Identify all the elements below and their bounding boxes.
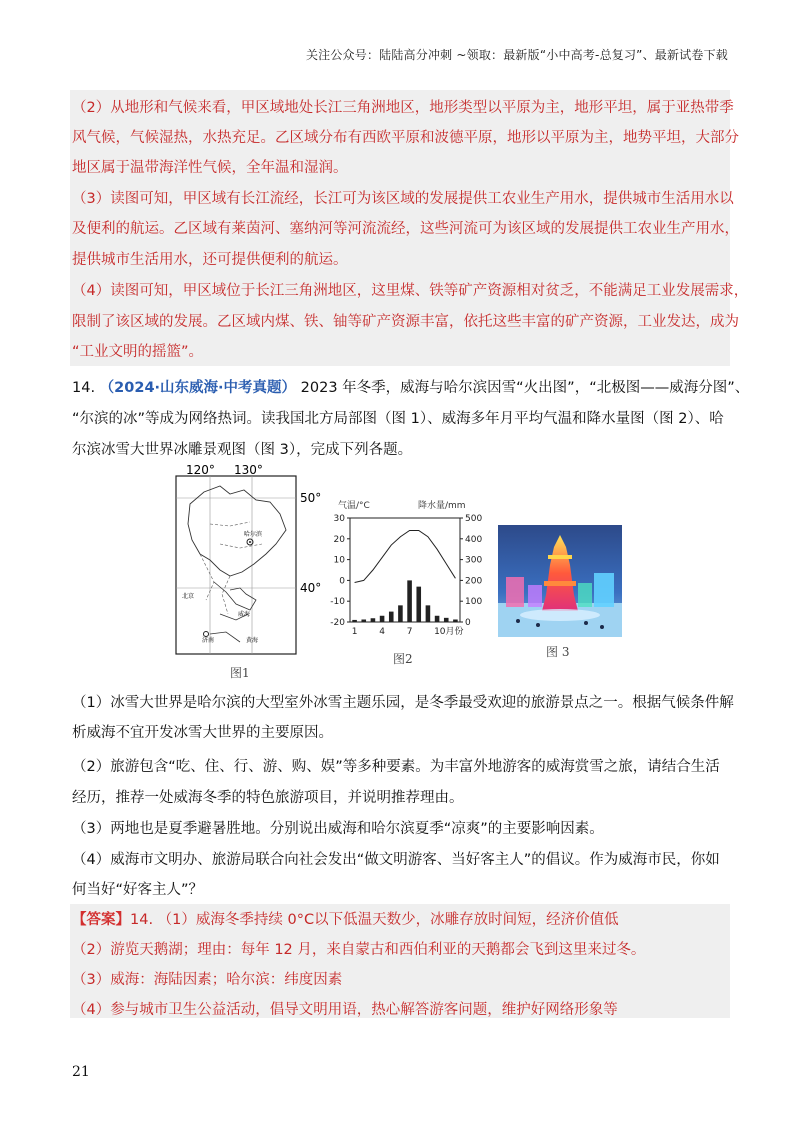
left-axis-title: 气温/°C [338,501,370,511]
figure-1-caption: 图1 [230,666,250,680]
answer-text: 14. （1）威海冬季持续 0°C以下低温天数少，冰雕存放时间短，经济价值低 [130,912,619,928]
precipitation-bar [389,612,394,622]
figure-1-map [170,464,330,674]
page-number: 21 [72,1064,90,1080]
left-tick-label: 30 [333,514,345,524]
precipitation-bar [435,616,440,622]
precipitation-bar [453,620,458,622]
answer-line: 限制了该区域的发展。乙区域内煤、铁、铀等矿产资源丰富，依托这些丰富的矿产资源，工业发达，成为 [72,314,739,330]
lon-label-130: 130° [234,464,263,477]
place-beijing: 北京 [182,593,195,600]
precipitation-bar [407,580,412,622]
answer-line-1 [72,910,728,930]
answer-line: （4）参与城市卫生公益活动，倡导文明用语，热心解答游客问题，维护好网络形象等 [72,1002,618,1018]
x-tick-label: 1 [351,627,358,637]
answer-line: （4）读图可知，甲区域位于长江三角洲地区，这里煤、铁等矿产资源相对贫乏，不能满足工业发展需求， [72,283,749,299]
sub-question-line: 析威海不宜开发冰雪大世界的主要原因。 [72,725,333,741]
answer-line: 风气候，气候湿热，水热充足。乙区域分布有西欧平原和波德平原，地形以平原为主，地势平坦，大部分 [72,130,739,146]
left-tick-label: 20 [333,534,345,545]
right-axis-title: 降水量/mm [418,501,466,511]
precipitation-bar [416,587,421,622]
left-tick-label: 10 [333,555,345,566]
place-yellow-sea: 黄海 [246,637,259,644]
x-tick-label: 10月份 [434,627,464,637]
temperature-line [355,530,456,582]
question-stem-text: 2023 年冬季，威海与哈尔滨因雪“火出图”，“北极图——威海分图”、 [300,380,750,396]
answer-tag: 【答案】 [72,912,130,928]
figure-2-caption: 图2 [393,652,413,666]
figure-3-caption: 图 3 [546,645,570,659]
answer-line: （3）读图可知，甲区域有长江流经，长江可为该区域的发展提供工农业生产用水，提供城市生活用水以 [72,191,734,207]
sub-question-line: （3）两地也是夏季避暑胜地。分别说出威海和哈尔滨夏季“凉爽”的主要影响因素。 [72,821,604,837]
right-tick-label: 500 [465,514,483,524]
question-source: （2024·山东威海·中考真题） [99,380,297,396]
precipitation-bar [352,620,357,622]
answer-line: 及便利的航运。乙区域有莱茵河、塞纳河等河流流经，这些河流可为该区域的发展提供工农业生产用水， [72,221,739,237]
figure-3-ice-sculpture-photo [498,525,622,637]
right-tick-label: 400 [465,534,483,545]
x-tick-label: 4 [379,627,385,637]
left-tick-label: -20 [330,618,345,628]
place-jinan: 济南 [202,637,215,644]
sub-question-line: （1）冰雪大世界是哈尔滨的大型室外冰雪主题乐园，是冬季最受欢迎的旅游景点之一。根据气候条件解 [72,695,734,711]
precipitation-bar [380,616,385,622]
question-stem-line-2: “尔滨的冰”等成为网络热词。读我国北方局部图（图 1）、威海多年月平均气温和降水量图（图 2）、哈 [72,411,724,427]
right-tick-label: 0 [465,618,471,628]
lat-label-40: 40° [300,581,322,595]
precipitation-bar [398,605,403,622]
lon-label-120: 120° [186,464,215,477]
precipitation-bar [426,605,431,622]
answer-line: 地区属于温带海洋性气候，全年温和湿润。 [72,160,348,176]
answer-line: 提供城市生活用水，还可提供便利的航运。 [72,252,348,268]
precipitation-bar [444,618,449,622]
answer-line: “工业文明的摇篮”。 [72,344,204,360]
answer-line: （2）从地形和气候来看，甲区域地处长江三角洲地区，地形类型以平原为主，地形平坦，属于亚热带季 [72,100,734,116]
sub-question-line: 何当好“好客主人”？ [72,882,204,898]
precipitation-bar [361,620,366,622]
question-stem-line-1 [72,378,750,398]
question-number: 14. [72,380,96,396]
answer-line: （3）威海：海陆因素；哈尔滨：纬度因素 [72,972,343,988]
place-weihai: 威海 [238,611,251,618]
left-tick-label: -10 [330,597,345,608]
page-header: 关注公众号：陆陆高分冲刺 ~领取：最新版“小中高考-总复习”、最新试卷下载 [305,48,728,62]
right-tick-label: 300 [465,555,483,566]
x-tick-label: 7 [406,627,413,637]
question-stem-line-3: 尔滨冰雪大世界冰雕景观图（图 3），完成下列各题。 [72,442,413,458]
left-tick-label: 0 [339,576,345,587]
sub-question-line: （4）威海市文明办、旅游局联合向社会发出“做文明游客、当好客主人”的倡议。作为威海市民，你如 [72,852,720,868]
figure-2-climate-chart [320,494,490,644]
sub-question-line: 经历，推荐一处威海冬季的特色旅游项目，并说明推荐理由。 [72,790,464,806]
sub-question-line: （2）旅游包含“吃、住、行、游、购、娱”等多种要素。为丰富外地游客的威海赏雪之旅，请结合生活 [72,759,720,775]
right-tick-label: 200 [465,576,483,587]
place-harbin: 哈尔滨 [244,531,263,538]
lat-label-50: 50° [300,491,322,505]
answer-line: （2）游览天鹅湖；理由：每年 12 月，来自蒙古和西伯利亚的天鹅都会飞到这里来过冬。 [72,942,646,958]
right-tick-label: 100 [465,597,483,608]
precipitation-bar [371,618,376,622]
